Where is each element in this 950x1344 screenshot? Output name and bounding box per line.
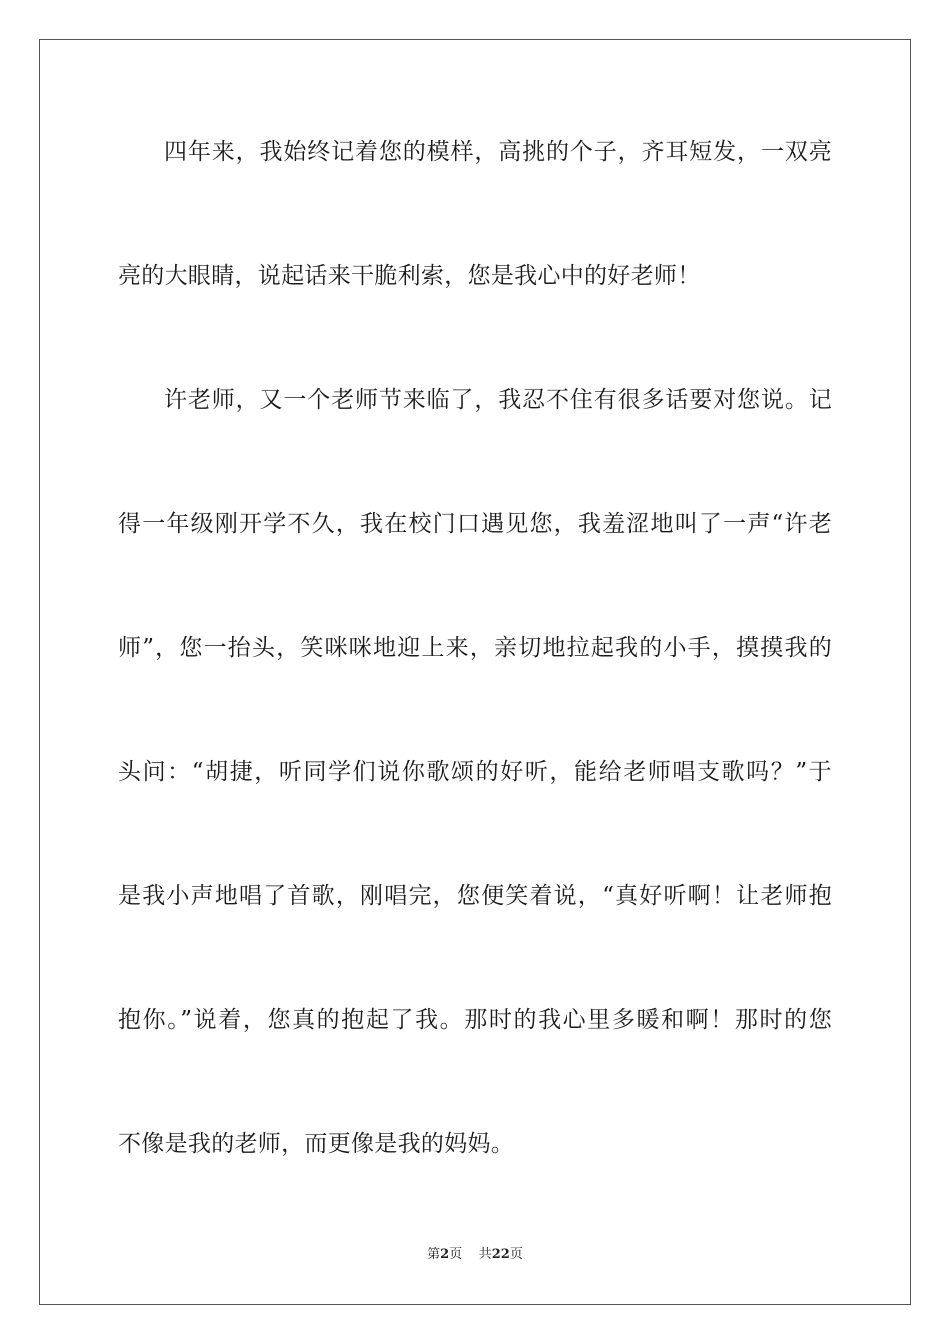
paragraph-2-line-7: 不像是我的老师，而更像是我的妈妈。: [118, 1131, 515, 1157]
paragraph-2-line-3: 师”，您一抬头，笑咪咪地迎上来，亲切地拉起我的小手，摸摸我的: [118, 635, 832, 661]
paragraph-2-line-5: 是我小声地唱了首歌，刚唱完，您便笑着说，“真好听啊！让老师抱: [118, 883, 832, 909]
paragraph-2-line-6: 抱你。”说着，您真的抱起了我。那时的我心里多暖和啊！那时的您: [118, 1007, 832, 1033]
page-footer: [0, 1246, 950, 1264]
footer-page-suffix: 页: [449, 1247, 463, 1262]
paragraph-1-line-2: 亮的大眼睛，说起话来干脆利索，您是我心中的好老师！: [118, 263, 701, 289]
total-pages-number: 22: [491, 1247, 510, 1262]
paragraph-1-line-1: 四年来，我始终记着您的模样，高挑的个子，齐耳短发，一双亮: [164, 139, 832, 165]
footer-total-suffix: 页: [509, 1247, 523, 1262]
paragraph-2-line-4: 头问：“胡捷，听同学们说你歌颂的好听，能给老师唱支歌吗？”于: [118, 759, 832, 785]
current-page-number: 2: [440, 1247, 450, 1262]
paragraph-2-line-2: 得一年级刚开学不久，我在校门口遇见您，我羞涩地叫了一声“许老: [118, 511, 832, 537]
paragraph-2-line-1: 许老师，又一个老师节来临了，我忍不住有很多话要对您说。记: [164, 387, 832, 413]
footer-total-prefix: 共: [478, 1247, 492, 1262]
page-border: [39, 39, 911, 1305]
footer-prefix: 第: [427, 1247, 441, 1262]
